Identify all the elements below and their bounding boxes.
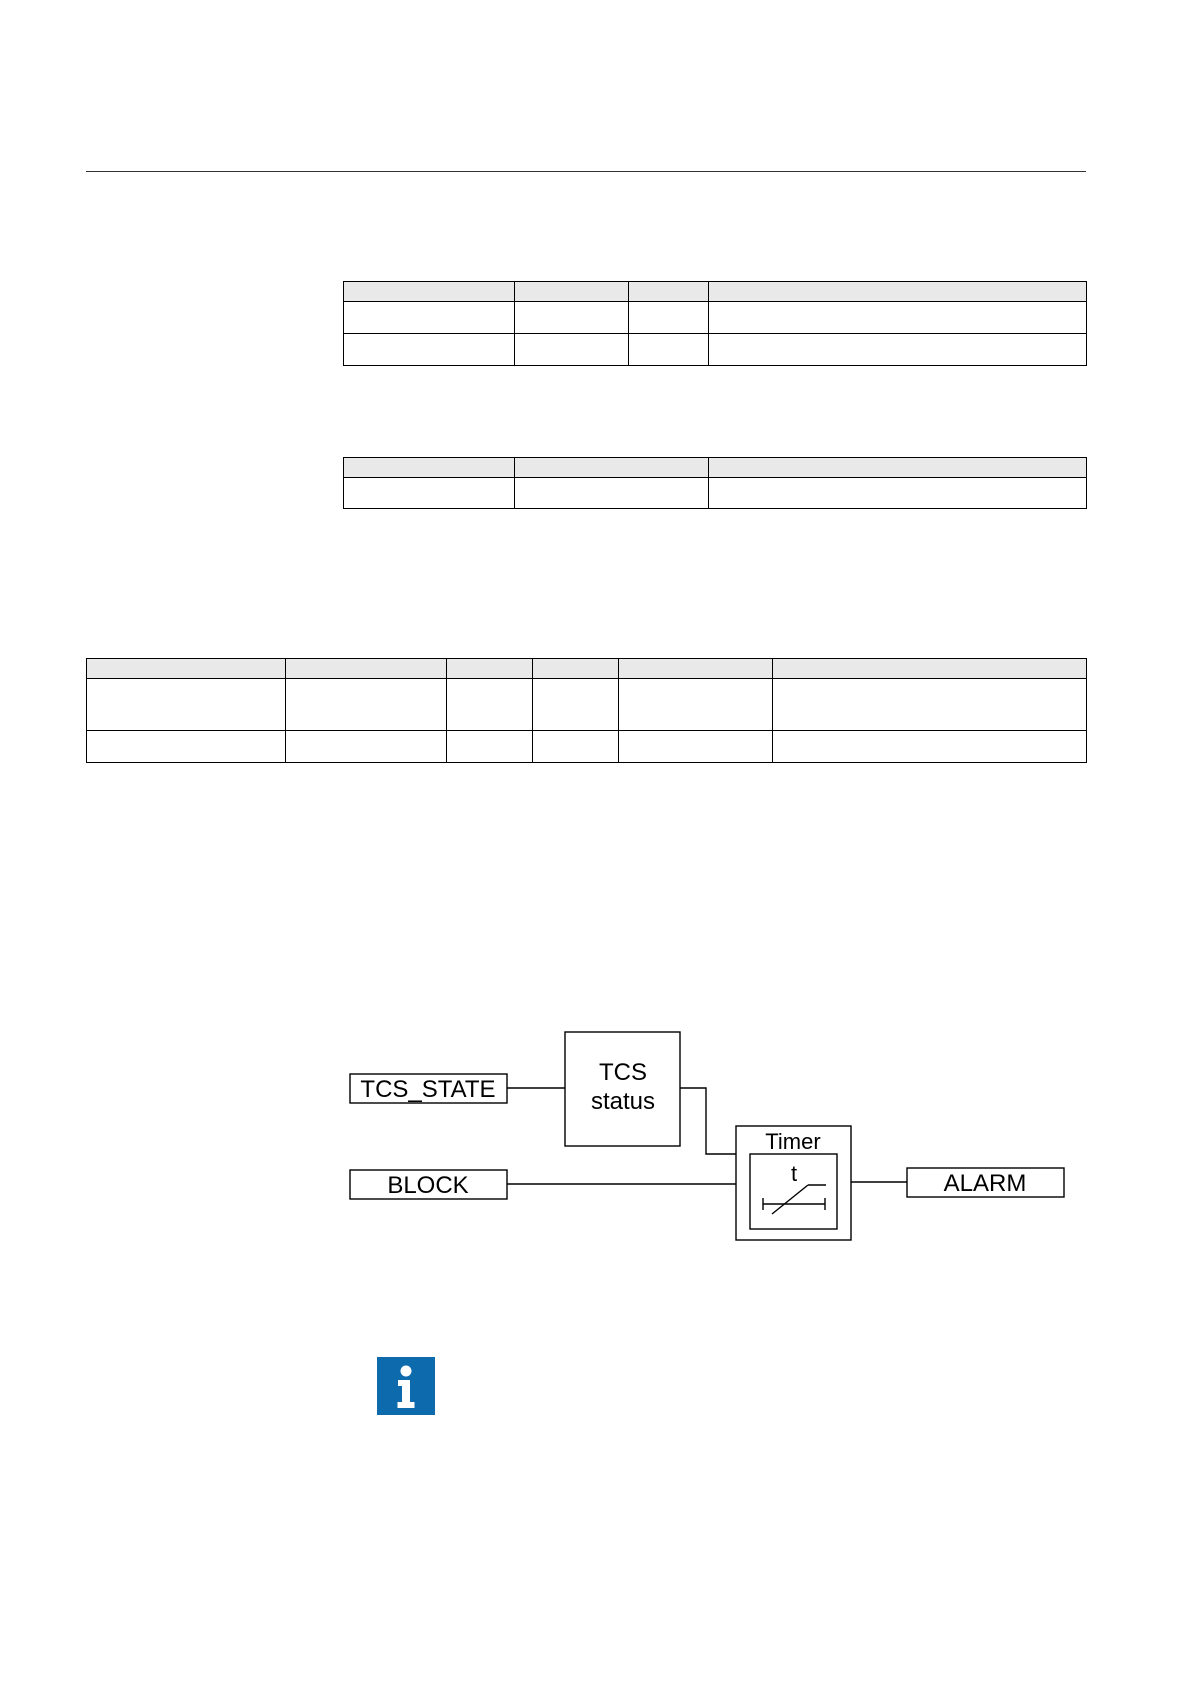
table-row [87,731,1087,763]
table-2 [343,457,1087,509]
table-header-row [87,659,1087,679]
table-row [344,302,1087,334]
status-block-line-2: status [590,1088,656,1115]
table-header-row [344,282,1087,302]
tcs-state-label: TCS_STATE [360,1076,496,1103]
timer-symbol: t [790,1161,798,1186]
table-header-row [344,458,1087,478]
wire-status-to-timer [680,1088,736,1154]
alarm-label: ALARM [943,1170,1027,1197]
table-row [344,478,1087,509]
table-row [87,679,1087,731]
status-block-line-1: TCS [599,1059,647,1086]
info-icon [377,1357,435,1415]
block-label: BLOCK [387,1172,469,1199]
timer-ramp-symbol [763,1185,826,1214]
table-row [344,334,1087,366]
function-block-diagram [340,1025,1080,1245]
timer-title: Timer [765,1129,821,1154]
table-3 [86,658,1087,763]
header-rule [86,171,1086,172]
table-1 [343,281,1087,366]
